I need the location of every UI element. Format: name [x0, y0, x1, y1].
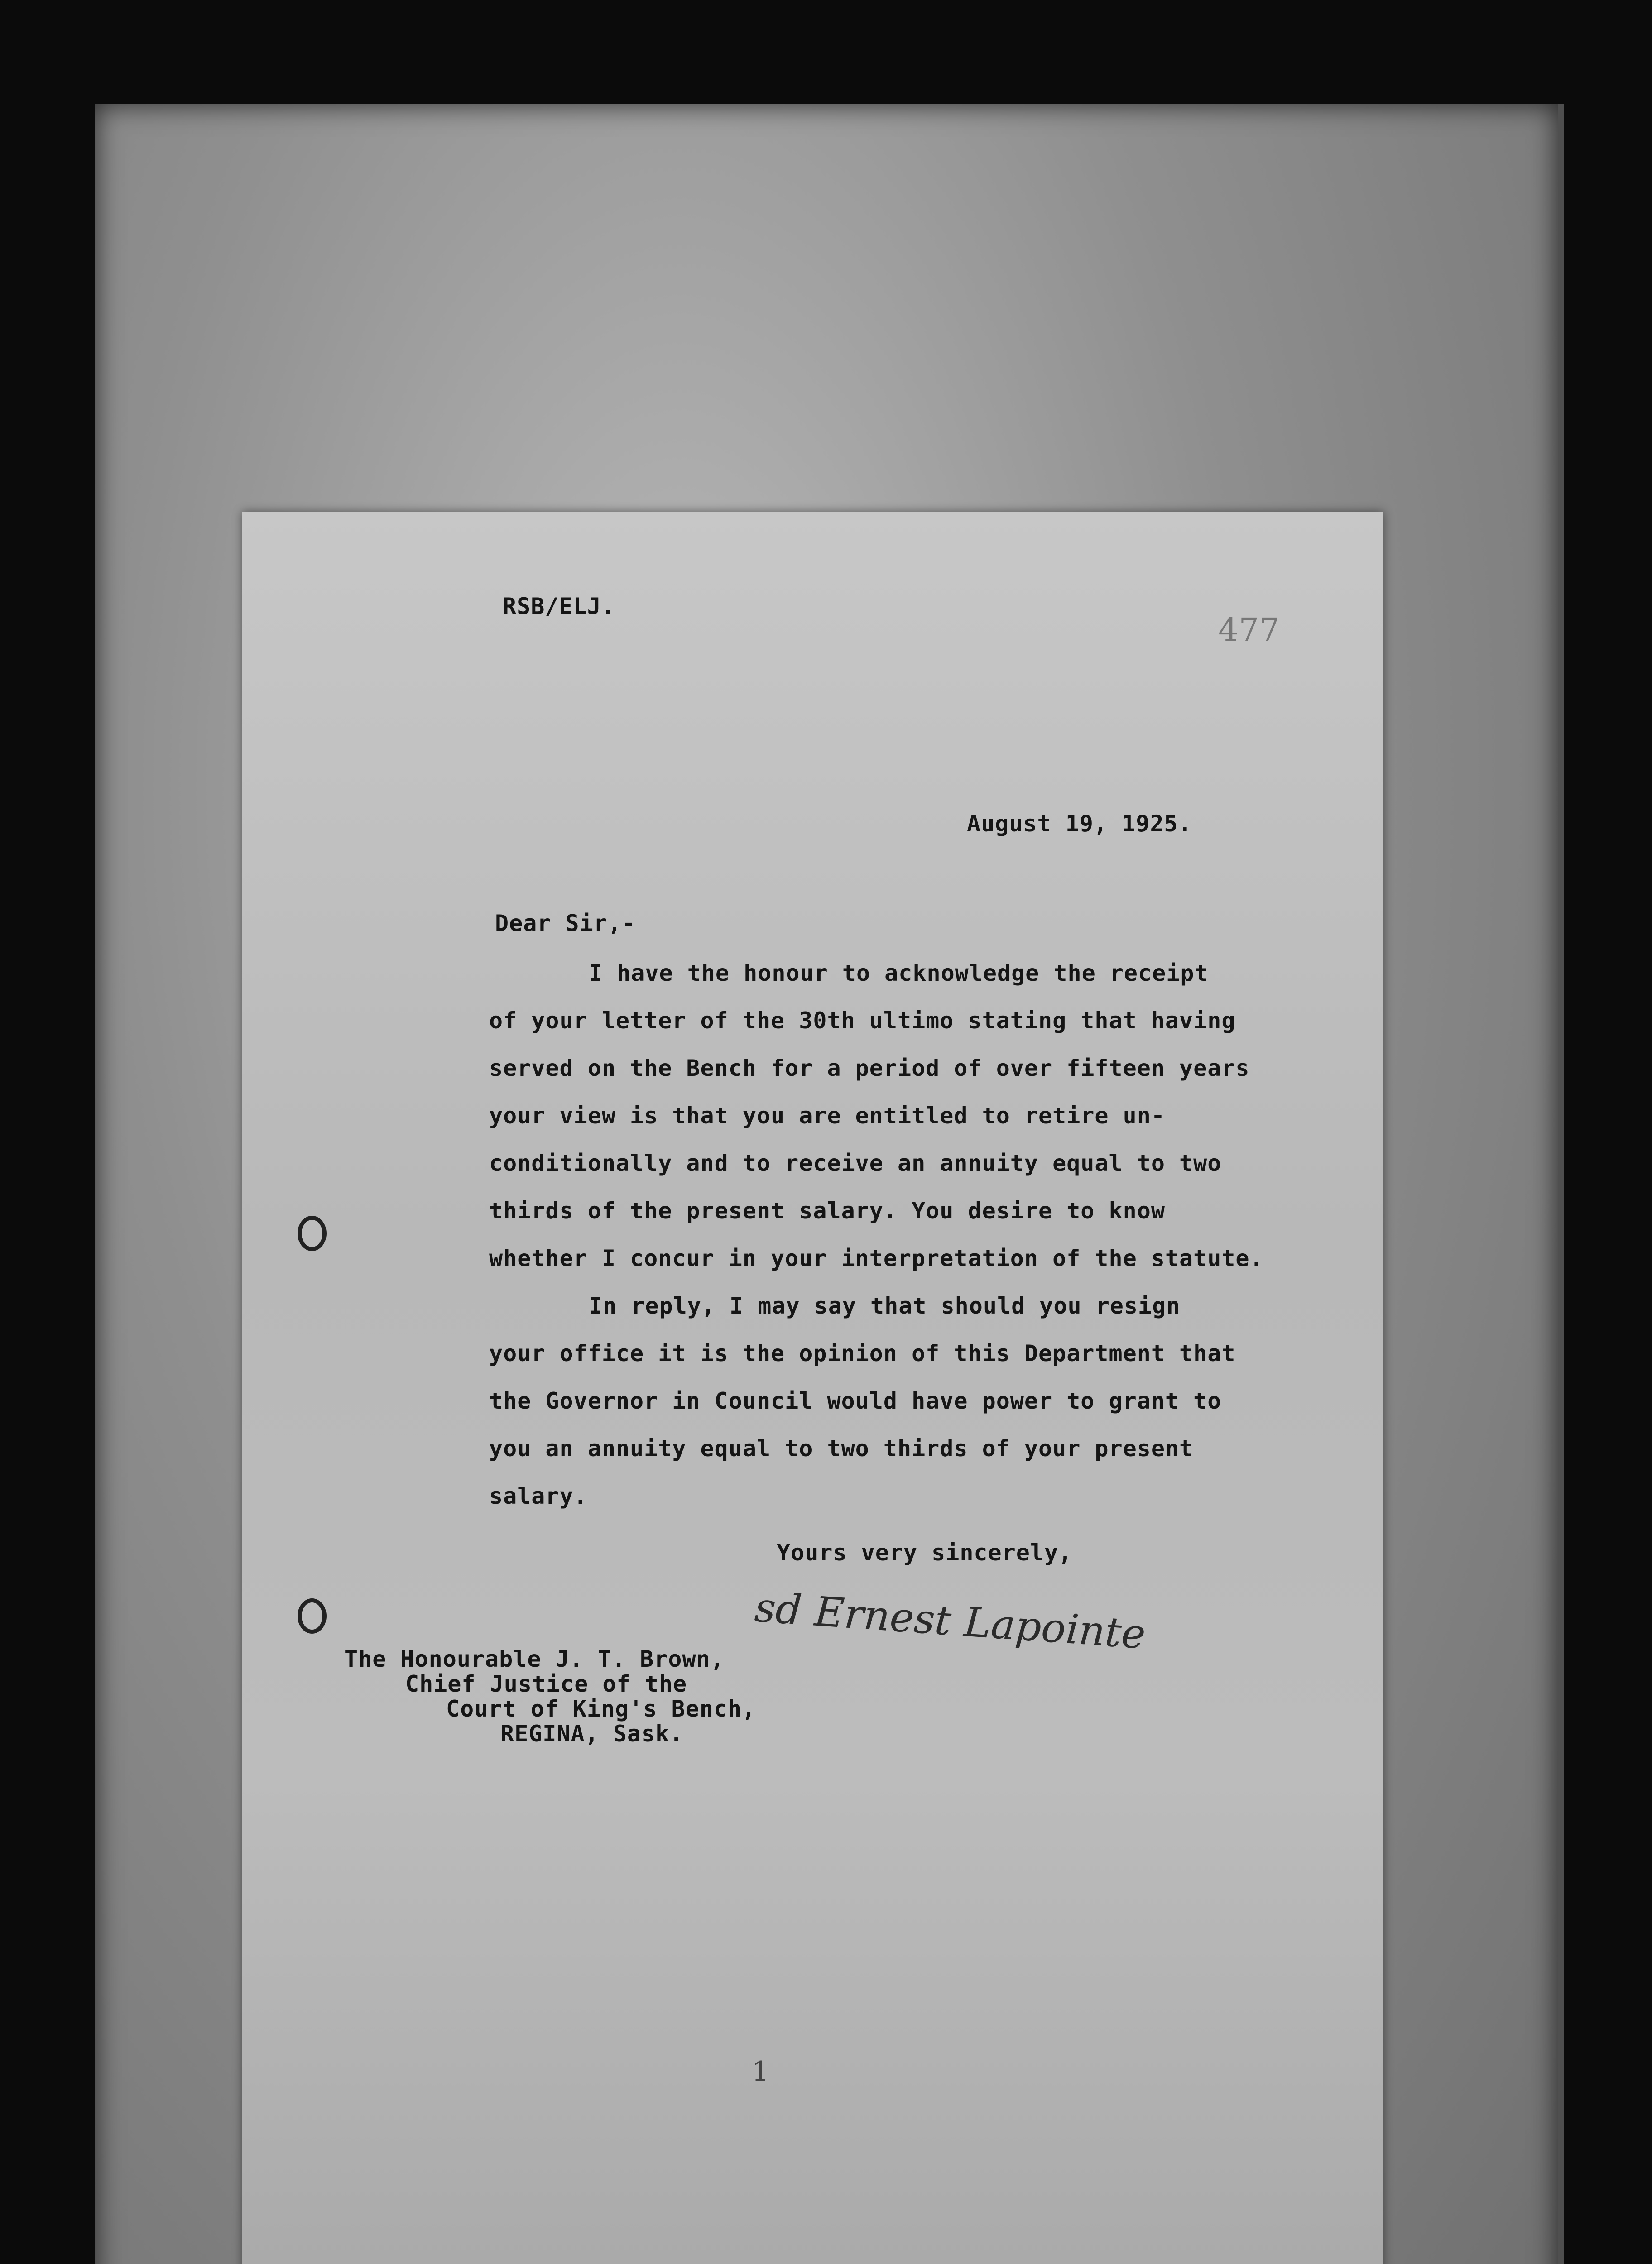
salutation: Dear Sir,-	[495, 910, 636, 936]
addressee-line: Court of King's Bench,	[446, 1696, 756, 1722]
addressee-line: Chief Justice of the	[405, 1671, 687, 1697]
punch-hole-lower	[298, 1598, 327, 1634]
body-line: salary.	[489, 1483, 588, 1509]
body-line: your view is that you are entitled to retire un-	[489, 1103, 1165, 1129]
pen-mark: 1	[752, 2056, 770, 2087]
page-number: 477	[1218, 611, 1280, 648]
punch-hole-upper	[298, 1216, 327, 1251]
body-line: whether I concur in your interpretation of the statute.	[489, 1245, 1264, 1271]
body-line: your office it is the opinion of this Department that	[489, 1340, 1236, 1367]
closing: Yours very sincerely,	[777, 1540, 1073, 1566]
body-line: In reply, I may say that should you resign	[589, 1293, 1181, 1319]
handwritten-signature: sd Ernest Lapointe	[753, 1583, 1148, 1659]
addressee-line: The Honourable J. T. Brown,	[344, 1646, 725, 1672]
letter-page	[242, 512, 1383, 2264]
body-line: thirds of the present salary. You desire to know	[489, 1198, 1165, 1224]
body-line: the Governor in Council would have power to grant to	[489, 1388, 1222, 1414]
body-line: I have the honour to acknowledge the receipt	[589, 960, 1209, 986]
addressee-line: REGINA, Sask.	[500, 1721, 684, 1747]
body-line: conditionally and to receive an annuity equal to two	[489, 1150, 1222, 1176]
body-line: served on the Bench for a period of over fifteen years	[489, 1055, 1250, 1081]
body-line: of your letter of the 30th ultimo stating that having	[489, 1007, 1236, 1034]
letter-reference: RSB/ELJ.	[503, 593, 615, 619]
body-line: you an annuity equal to two thirds of your present	[489, 1435, 1194, 1462]
letter-date: August 19, 1925.	[967, 811, 1192, 837]
mount-edge	[1558, 104, 1564, 2264]
